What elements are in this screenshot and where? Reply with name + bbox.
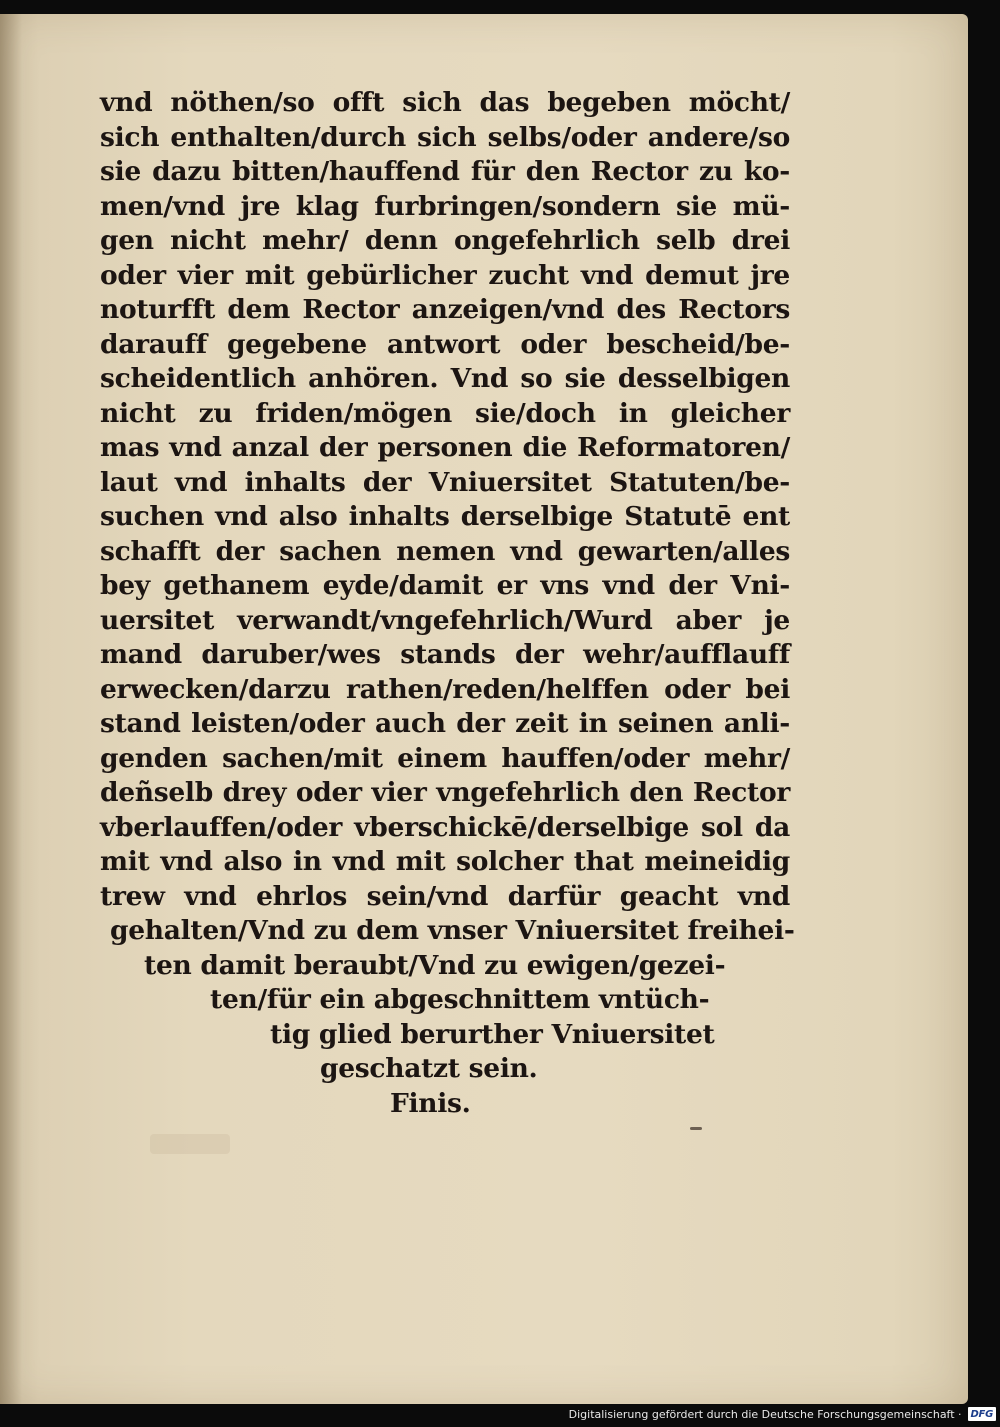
text-line: erwecken/darzu rathen/reden/helffen oder bei [100, 673, 790, 705]
text-line: vnd nöthen/so offt sich das begeben möcht/ [100, 87, 790, 118]
finis-line: Finis. [390, 1087, 471, 1119]
text-line: tig glied berurther Vniuersitet [270, 1018, 715, 1050]
text-line: ten/für ein abgeschnittem vntüch- [210, 984, 710, 1015]
text-line: oder vier mit gebürlicher zucht vnd demut jre [100, 259, 790, 291]
text-line: stand leisten/oder auch der zeit in seinen anli- [100, 708, 790, 739]
text-line: trew vnd ehrlos sein/vnd darfür geacht vnd [100, 880, 790, 912]
digitization-credit [569, 1405, 996, 1423]
text-line: men/vnd jre klag furbringen/sondern sie mü- [100, 190, 790, 222]
text-line: scheidentlich anhören. Vnd so sie desselbigen [100, 363, 790, 394]
text-line: nicht zu friden/mögen sie/doch in gleicher [100, 397, 790, 429]
text-line: vberlauffen/oder vberschickē/derselbige sol da [100, 811, 790, 843]
text-line: uersitet verwandt/vngefehrlich/Wurd aber je [100, 604, 790, 636]
text-line: darauff gegebene antwort oder bescheid/be- [100, 328, 790, 360]
dfg-logo: DFG [968, 1407, 996, 1421]
scanned-page [0, 14, 968, 1404]
text-line: gen nicht mehr/ denn ongefehrlich selb drei [100, 225, 790, 256]
credit-text: Digitalisierung gefördert durch die Deutsche Forschungsgemeinschaft · [568, 1407, 962, 1421]
text-line: mit vnd also in vnd mit solcher that meineidig [100, 846, 790, 877]
text-line: gehalten/Vnd zu dem vnser Vniuersitet freihei- [110, 915, 795, 946]
text-line: laut vnd inhalts der Vniuersitet Statuten/be- [100, 466, 790, 498]
text-line: mand daruber/wes stands der wehr/aufflauff [100, 639, 790, 670]
text-line: genden sachen/mit einem hauffen/oder mehr/ [100, 742, 790, 774]
text-line: sich enthalten/durch sich selbs/oder andere/so [100, 121, 790, 153]
page-text-block [100, 86, 795, 1121]
text-line: noturfft dem Rector anzeigen/vnd des Rectors [100, 294, 790, 325]
text-line: sie dazu bitten/hauffend für den Rector zu ko- [100, 156, 790, 187]
text-line: mas vnd anzal der personen die Reformatoren/ [100, 432, 790, 463]
text-line: bey gethanem eyde/damit er vns vnd der Vni- [100, 570, 790, 601]
ink-mark [690, 1127, 702, 1130]
text-line: schafft der sachen nemen vnd gewarten/alles [100, 535, 790, 567]
paper-stain [150, 1134, 230, 1154]
text-line: deñselb drey oder vier vngefehrlich den Rector [100, 777, 790, 808]
text-line: geschatzt sein. [320, 1053, 538, 1084]
text-line: ten damit beraubt/Vnd zu ewigen/gezei- [144, 949, 726, 981]
text-line: suchen vnd also inhalts derselbige Statutē ent [100, 501, 790, 532]
